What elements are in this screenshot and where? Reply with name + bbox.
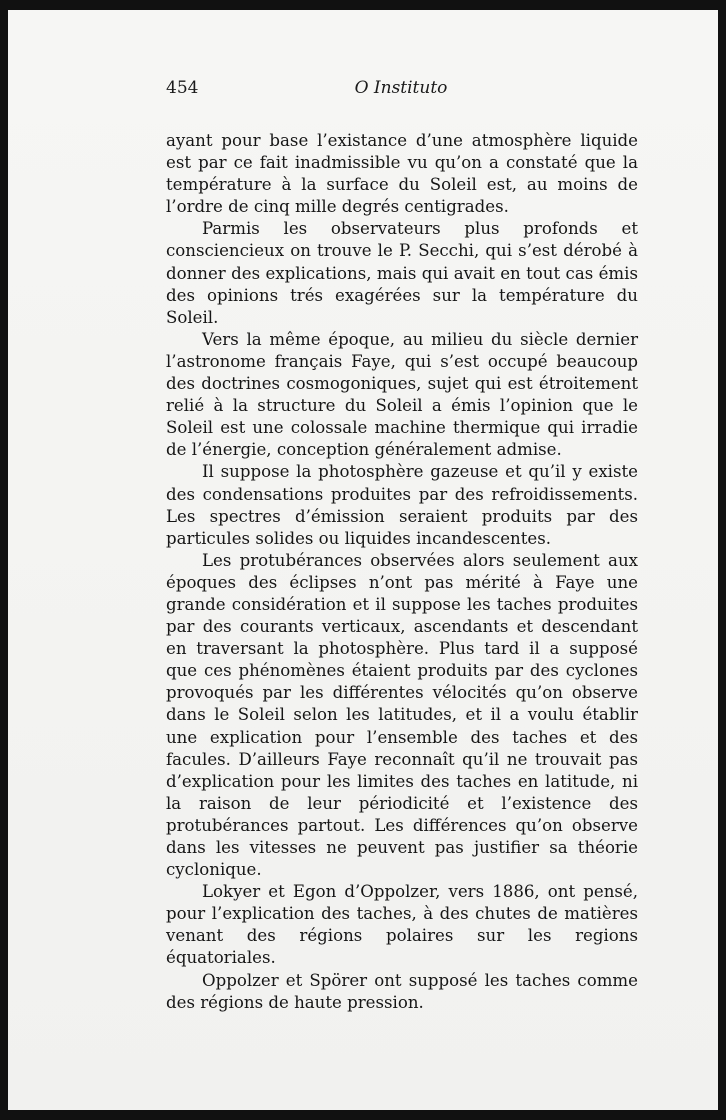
paragraph-protuberances: Les protubérances observées alors seulement aux époques des éclipses n’ont pas mérité à Faye une grande considération et il suppose les taches produites par des courants verticaux, ascendants et descendant en traversant la photosphère. Plus tard il a supposé que ces phénomènes étaient produits par des cyclones provoqués par les différentes vélocités qu’on observe dans le Soleil selon les latitudes, et il a voulu établir une explication pour l’ensemble des taches et des facules. D’ailleurs Faye reconnaît qu’il ne trouvait pas d’explication pour les limites des taches en latitude, ni la raison de leur périodicité et l’existence des protubérances partout. Les différences qu’on observe dans les vitesses ne peuvent pas justifier sa théorie cyclonique. bbox=[166, 550, 638, 880]
paragraph-oppolzer: Oppolzer et Spörer ont supposé les taches comme des régions de haute pression. bbox=[166, 970, 638, 1012]
running-title: O Instituto bbox=[354, 78, 448, 98]
paragraph-faye: Vers la même époque, au milieu du siècle dernier l’astronome français Faye, qui s’est occupé beaucoup des doctrines cosmogoniques, sujet qui est étroitement relié à la structure du Soleil a émis l’opinion que le Soleil est une colossale machine thermique qui irradie de l’énergie, conception généralement admise. bbox=[166, 329, 638, 460]
page-header bbox=[166, 78, 636, 104]
body-text bbox=[166, 130, 638, 1014]
paragraph-photosphere: Il suppose la photosphère gazeuse et qu’il y existe des condensations produites par des refroidissements. Les spectres d’émission seraient produits par des particules solides ou liquides incandescentes. bbox=[166, 462, 638, 548]
page-number: 454 bbox=[166, 78, 199, 98]
paragraph-continuation: ayant pour base l’existance d’une atmosphère liquide est par ce fait inadmissible vu qu’on a constaté que la température à la surface du Soleil est, au moins de l’ordre de cinq mille degrés centigrades. bbox=[166, 131, 638, 217]
paragraph-lokyer: Lokyer et Egon d’Oppolzer, vers 1886, ont pensé, pour l’explication des taches, à des chutes de matières venant des régions polaires sur les regions équatoriales. bbox=[166, 882, 638, 968]
paragraph-secchi: Parmis les observateurs plus profonds et consciencieux on trouve le P. Secchi, qui s’est dérobé à donner des explications, mais qui avait en tout cas émis des opinions trés exagérées sur la température du Soleil. bbox=[166, 219, 638, 327]
